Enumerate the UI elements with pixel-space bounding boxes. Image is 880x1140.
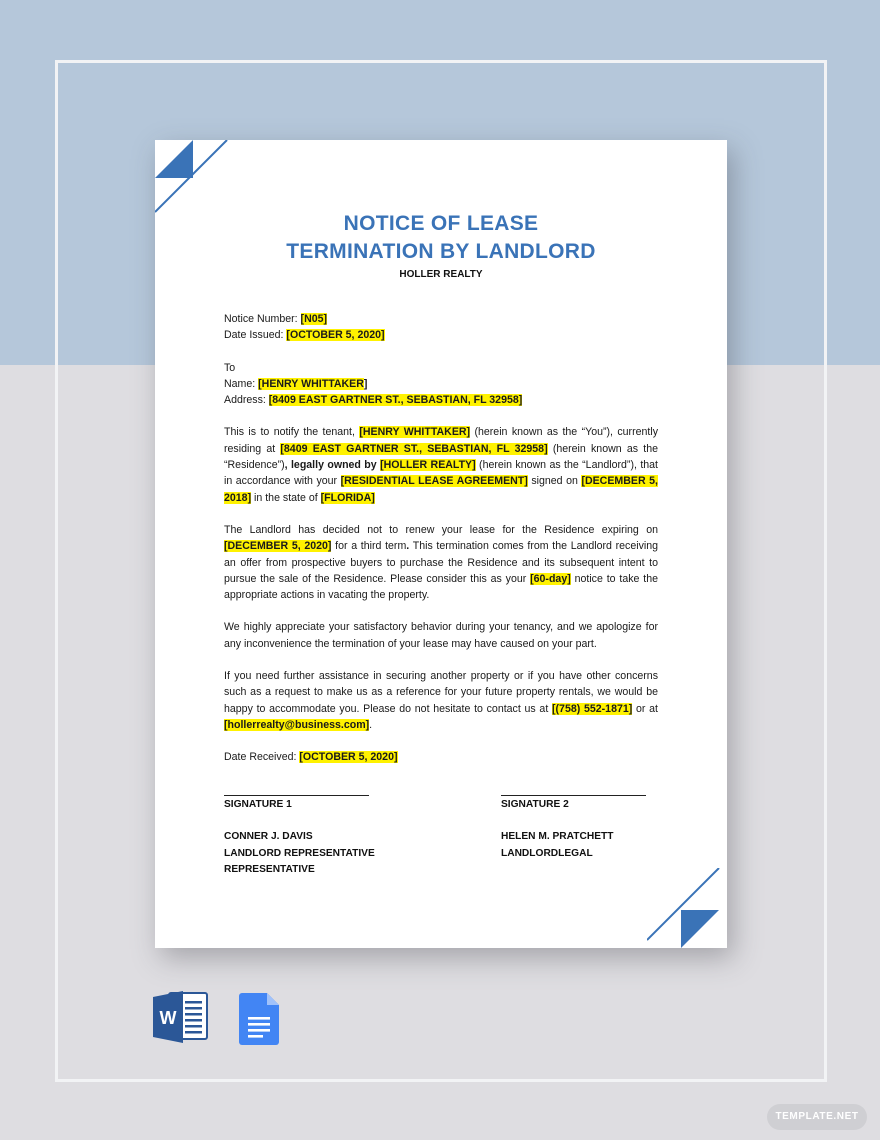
p4-email: [hollerrealty@business.com] <box>224 718 370 731</box>
paragraph-contact <box>224 668 658 733</box>
p4-text-2: or at <box>632 702 659 715</box>
signature-1-label: SIGNATURE 1 <box>224 799 292 810</box>
p4-text-3: . <box>369 718 373 731</box>
paragraph-notice <box>224 424 658 505</box>
document-title-line-2: TERMINATION BY LANDLORD <box>286 240 596 263</box>
corner-triangle-bottom-right <box>681 910 719 948</box>
date-received-value: [OCTOBER 5, 2020] <box>299 751 398 764</box>
signature-line-2 <box>501 788 646 796</box>
p2-expiry-date: [DECEMBER 5, 2020] <box>224 540 332 553</box>
p1-text-1: This is to notify the tenant, <box>224 426 360 439</box>
recipient-name-value: [HENRY WHITTAKER <box>258 377 364 390</box>
signature-2-title: LANDLORDLEGAL <box>501 847 593 859</box>
p1-landlord-name: [HOLLER REALTY] <box>380 459 476 472</box>
notice-number-label: Notice Number: <box>224 313 301 325</box>
signature-2-name: HELEN M. PRATCHETT <box>501 831 614 843</box>
notice-number-value: [N05] <box>300 313 328 325</box>
p1-agreement-name: [RESIDENTIAL LEASE AGREEMENT] <box>340 475 528 488</box>
p2-text-4: notice to take the appropriate actions in vacating the property. <box>224 572 658 602</box>
signature-2-label: SIGNATURE 2 <box>501 799 569 810</box>
p2-text-2: for a third term <box>331 540 407 553</box>
google-docs-icon[interactable] <box>239 993 281 1045</box>
document-body <box>224 311 658 766</box>
date-issued-value: [OCTOBER 5, 2020] <box>286 329 385 342</box>
date-received-line <box>224 749 658 765</box>
recipient-name-line <box>224 376 658 392</box>
recipient-name-bracket: ] <box>363 377 368 390</box>
document-title-line-1: NOTICE OF LEASE <box>343 212 539 235</box>
signature-block-1 <box>224 788 375 878</box>
corner-decoration-top-left <box>155 140 235 220</box>
p2-text-1: The Landlord has decided not to renew your lease for the Residence expiring on <box>224 523 658 536</box>
signature-1-name: CONNER J. DAVIS <box>224 831 313 843</box>
signature-line-1 <box>224 788 369 796</box>
date-received-label: Date Received: <box>224 751 300 764</box>
signature-1-title-2: REPRESENTATIVE <box>224 863 315 875</box>
recipient-name-label: Name: <box>224 377 259 390</box>
microsoft-word-icon[interactable] <box>153 991 209 1043</box>
p4-phone: [(758) 552-1871] <box>552 702 633 715</box>
p1-text-5: signed on <box>527 475 582 488</box>
to-label: To <box>224 361 236 374</box>
corner-decoration-bottom-right <box>647 868 727 948</box>
p1-text-6: in the state of <box>251 491 321 504</box>
corner-triangle-top-left <box>155 140 193 178</box>
document-page <box>155 140 727 948</box>
p2-text-2b: . <box>406 540 410 553</box>
date-issued-label: Date Issued: <box>224 329 287 342</box>
recipient-address-value: [8409 EAST GARTNER ST., SEBASTIAN, FL 32958] <box>268 394 523 407</box>
p4-text-1: If you need further assistance in securing another property or if you have other concerns such as a request to make us as a reference for your future property rentals, we would be happy to accommodate you. Please do not hesitate to contact us at <box>224 670 658 715</box>
p2-notice-period: [60-day] <box>530 572 571 585</box>
p1-signed-date: [DECEMBER 5, 2018] <box>224 475 658 504</box>
p1-tenant-name: [HENRY WHITTAKER] <box>359 426 471 439</box>
p1-residence-address: [8409 EAST GARTNER ST., SEBASTIAN, FL 32958] <box>280 442 548 455</box>
format-icons <box>153 991 283 1047</box>
recipient-address-label: Address: <box>224 394 269 407</box>
p1-text-3b: , legally owned by <box>284 459 381 472</box>
template-net-watermark: TEMPLATE.NET <box>767 1104 867 1130</box>
paragraph-appreciation: We highly appreciate your satisfactory behavior during your tenancy, and we apologize for any inconvenience the termination of your lease may have caused on your part. <box>224 621 658 650</box>
svg-text:W: W <box>159 1008 177 1028</box>
p1-text-3: (herein known as the “Residence”) <box>224 442 658 472</box>
date-issued-line <box>224 327 658 343</box>
p1-text-4: (herein known as the “Landlord”), that in accordance with your <box>224 459 658 488</box>
recipient-address-line <box>224 392 658 408</box>
notice-number-line <box>224 311 658 327</box>
paragraph-termination <box>224 522 658 603</box>
signature-block-2 <box>501 788 646 862</box>
company-name: HOLLER REALTY <box>399 269 483 280</box>
p1-state: [FLORIDA] <box>320 491 375 504</box>
signature-1-title: LANDLORD REPRESENTATIVE <box>224 847 375 859</box>
p2-text-3: This termination comes from the Landlord receiving an offer from prospective buyers to purchase the Residence and its subsequent intent to pursue the sale of the Residence. Please consider this as your <box>224 540 659 585</box>
p1-text-2: (herein known as the “You”), currently residing at <box>224 426 658 455</box>
